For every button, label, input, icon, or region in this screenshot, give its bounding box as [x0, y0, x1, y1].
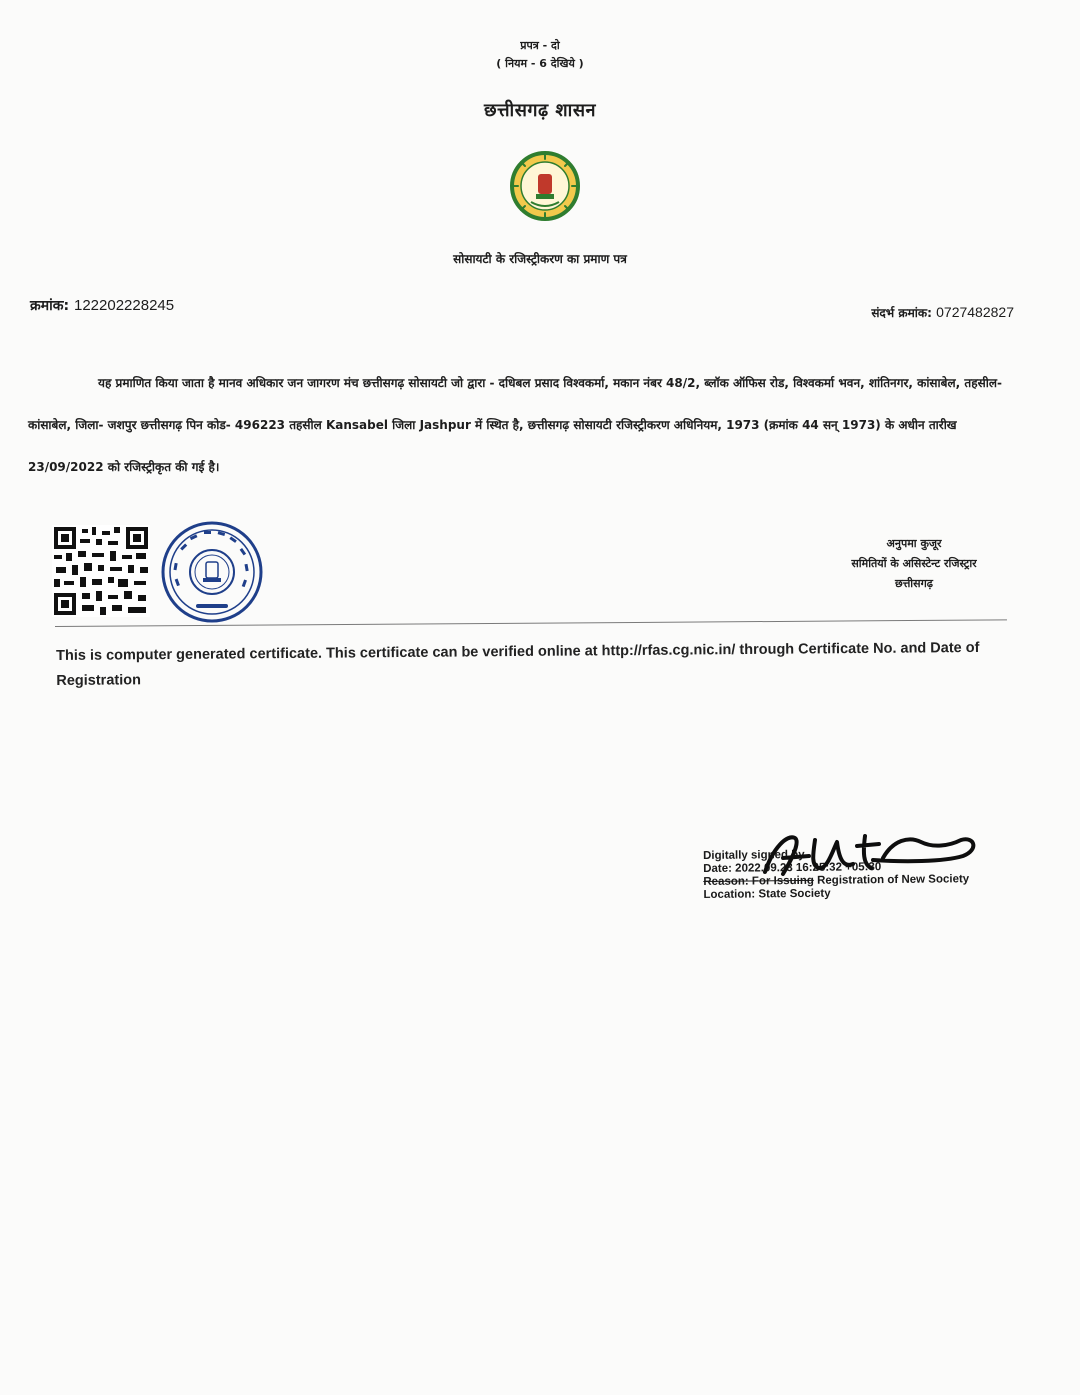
- reference-value: 0727482827: [936, 304, 1014, 320]
- certificate-body: यह प्रमाणित किया जाता है मानव अधिकार जन जागरण मंच छत्तीसगढ़ सोसायटी जो द्वारा - दधिबल प्रसाद विश्वकर्मा, मकान नंबर 48/2, ब्लॉक ऑफिस रोड, विश्वकर्मा भवन, शांतिनगर, कांसाबेल, तहसील- कांसाबेल, जिला- जशपुर छत्तीसगढ़ पिन कोड- 496223 तहसील Kansabel जिला Jashpur में स्थित है, छत्तीसगढ़ सोसायटी रजिस्ट्रीकरण अधिनियम, 1973 (क्रमांक 44 सन् 1973) के अधीन तारीख 23/09/2022 को रजिस्ट्रीकृत की गई है।: [28, 376, 1002, 474]
- signatory-block: [824, 534, 1004, 594]
- certificate-title: सोसायटी के रजिस्ट्रीकरण का प्रमाण पत्र: [453, 252, 627, 266]
- dsig-reason-text: Registration of New Society: [817, 873, 970, 887]
- serial-number: [30, 296, 174, 315]
- dsig-date: Date: 2022.09.23 16:25:32 +05:30: [703, 861, 882, 875]
- government-title: छत्तीसगढ़ शासन: [484, 100, 596, 121]
- signatory-place: छत्तीसगढ़: [895, 577, 933, 590]
- qr-code-icon[interactable]: [52, 525, 150, 617]
- dsig-reason-label: Reason: For Issuing: [703, 874, 814, 888]
- serial-value: 122202228245: [73, 297, 175, 314]
- verification-note: This is computer generated certificate. This certificate can be verified online at http://rfas.cg.nic.in/ through Certificate No. and Date of Registration: [56, 639, 980, 689]
- form-label: प्रपत्र - दो: [520, 39, 560, 52]
- official-seal-icon: [160, 520, 264, 624]
- digital-signature-block: [703, 842, 1003, 912]
- serial-label: क्रमांक:: [30, 298, 70, 314]
- signatory-name: अनुपमा कुजूर: [886, 537, 942, 550]
- reference-number: [871, 304, 1014, 321]
- handwritten-signature-icon: [753, 828, 983, 884]
- dsig-signed-by: Digitally signed by: [703, 848, 805, 862]
- signatory-designation: समितियों के असिस्टेन्ट रजिस्ट्रार: [851, 557, 977, 570]
- chhattisgarh-emblem-icon: [509, 150, 581, 222]
- dsig-location: Location: State Society: [703, 887, 831, 901]
- reference-label: संदर्भ क्रमांक:: [871, 306, 932, 320]
- rule-reference: ( नियम - 6 देखिये ): [496, 57, 584, 70]
